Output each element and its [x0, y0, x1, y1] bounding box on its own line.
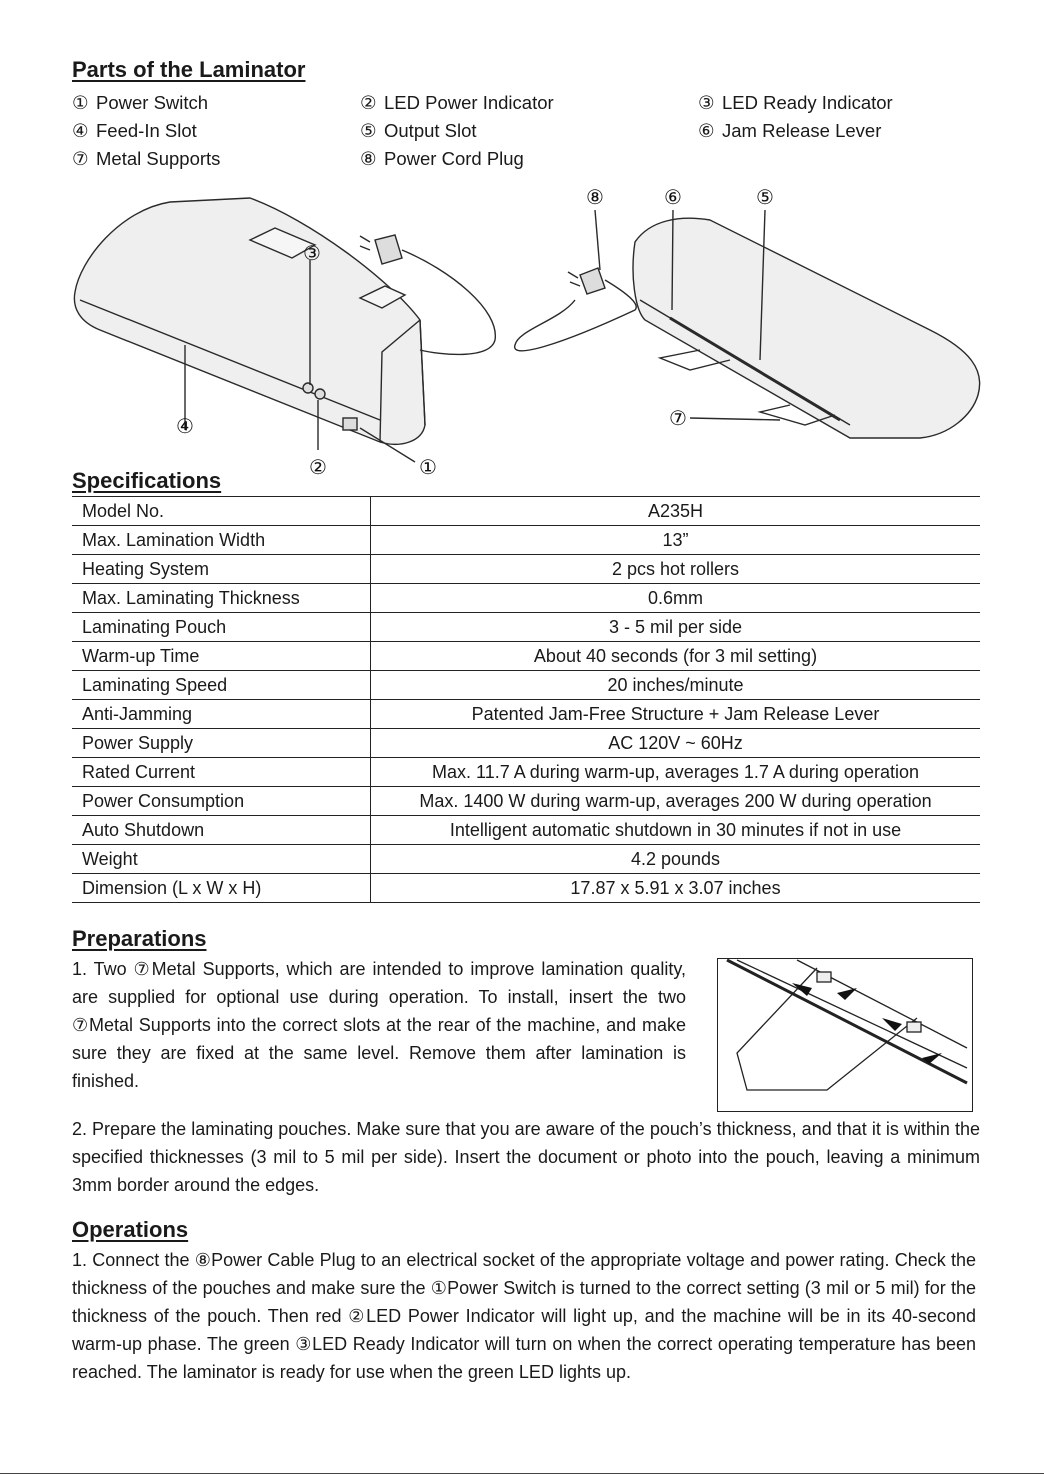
part-item-led-ready: ③ LED Ready Indicator [698, 92, 893, 113]
spec-row [72, 555, 980, 584]
spec-value: Patented Jam-Free Structure + Jam Release Lever [371, 700, 981, 729]
spec-label: Weight [72, 845, 371, 874]
parts-heading: Parts of the Laminator [72, 57, 306, 82]
callout-8: ⑧ [586, 187, 604, 209]
spec-value: 0.6mm [371, 584, 981, 613]
operations-heading: Operations [72, 1217, 189, 1242]
spec-row [72, 874, 980, 903]
spec-value: A235H [371, 497, 981, 526]
spec-label: Auto Shutdown [72, 816, 371, 845]
spec-value: Max. 11.7 A during warm-up, averages 1.7 A during operation [371, 758, 981, 787]
callout-7: ⑦ [669, 408, 687, 430]
spec-row [72, 671, 980, 700]
spec-label: Model No. [72, 497, 371, 526]
part-item-metal-supports: ⑦ Metal Supports [72, 148, 221, 169]
part-item-power-switch: ① Power Switch [72, 92, 209, 113]
parts-row [72, 120, 972, 148]
spec-row [72, 787, 980, 816]
part-item-power-cord: ⑧ Power Cord Plug [360, 148, 524, 169]
part-item-feed-in: ④ Feed-In Slot [72, 120, 197, 141]
spec-row [72, 584, 980, 613]
spec-label: Anti-Jamming [72, 700, 371, 729]
parts-list [72, 92, 972, 176]
spec-value: 13” [371, 526, 981, 555]
spec-label: Power Consumption [72, 787, 371, 816]
spec-label: Dimension (L x W x H) [72, 874, 371, 903]
spec-label: Power Supply [72, 729, 371, 758]
callout-4: ④ [176, 416, 194, 438]
parts-row [72, 92, 972, 120]
spec-row [72, 700, 980, 729]
spec-row [72, 758, 980, 787]
callout-6: ⑥ [664, 187, 682, 209]
spec-value: About 40 seconds (for 3 mil setting) [371, 642, 981, 671]
preparations-step-2: 2. Prepare the laminating pouches. Make sure that you are aware of the pouch’s thickness, and that it is within the specified thicknesses (3 mil to 5 mil per side). Insert the document or photo into the pouch, leaving a minimum 3mm border around the edges. [72, 1119, 980, 1195]
part-item-output: ⑤ Output Slot [360, 120, 477, 141]
callout-5: ⑤ [756, 187, 774, 209]
parts-row [72, 148, 972, 176]
metal-support-figure [717, 958, 973, 1112]
spec-value: Max. 1400 W during warm-up, averages 200 W during operation [371, 787, 981, 816]
spec-row [72, 845, 980, 874]
spec-value: 3 - 5 mil per side [371, 613, 981, 642]
callout-1: ① [419, 457, 437, 479]
operations-step-1: 1. Connect the ⑧Power Cable Plug to an electrical socket of the appropriate voltage and power rating. Check the thickness of the pouches and make sure the ①Power Switch is turned to the correct setting (3 mil or 5 mil) for the thickness of the pouch. Then red ②LED Power Indicator will light up, and the machine will be in its 40-second warm-up phase. The green ③LED Ready Indicator will turn on when the correct operating temperature has been reached. The laminator is ready for use when the green LED lights up. [72, 1250, 976, 1382]
spec-value: AC 120V ~ 60Hz [371, 729, 981, 758]
spec-value: 4.2 pounds [371, 845, 981, 874]
page-footer-rule [0, 1473, 1044, 1474]
spec-label: Laminating Speed [72, 671, 371, 700]
spec-row [72, 526, 980, 555]
specifications-heading: Specifications [72, 468, 222, 493]
spec-label: Max. Laminating Thickness [72, 584, 371, 613]
spec-label: Rated Current [72, 758, 371, 787]
laminator-diagram [60, 180, 990, 480]
spec-value: 2 pcs hot rollers [371, 555, 981, 584]
spec-value: 17.87 x 5.91 x 3.07 inches [371, 874, 981, 903]
spec-row [72, 497, 980, 526]
callout-2: ② [309, 457, 327, 479]
spec-label: Warm-up Time [72, 642, 371, 671]
callout-3: ③ [303, 243, 321, 265]
spec-row [72, 729, 980, 758]
preparations-step-1: 1. Two ⑦Metal Supports, which are intended to improve lamination quality, are supplied for optional use during operation. To install, insert the two ⑦Metal Supports into the correct slots at the rear of the machine, and make sure they are fixed at the same level. Remove them after lamination is finished. [72, 959, 686, 1091]
spec-label: Max. Lamination Width [72, 526, 371, 555]
part-item-led-power: ② LED Power Indicator [360, 92, 554, 113]
spec-row [72, 613, 980, 642]
spec-label: Laminating Pouch [72, 613, 371, 642]
spec-value: 20 inches/minute [371, 671, 981, 700]
spec-value: Intelligent automatic shutdown in 30 minutes if not in use [371, 816, 981, 845]
preparations-heading: Preparations [72, 926, 207, 951]
part-item-jam-release: ⑥ Jam Release Lever [698, 120, 882, 141]
spec-row [72, 816, 980, 845]
spec-row [72, 642, 980, 671]
specifications-table [72, 496, 980, 903]
spec-label: Heating System [72, 555, 371, 584]
